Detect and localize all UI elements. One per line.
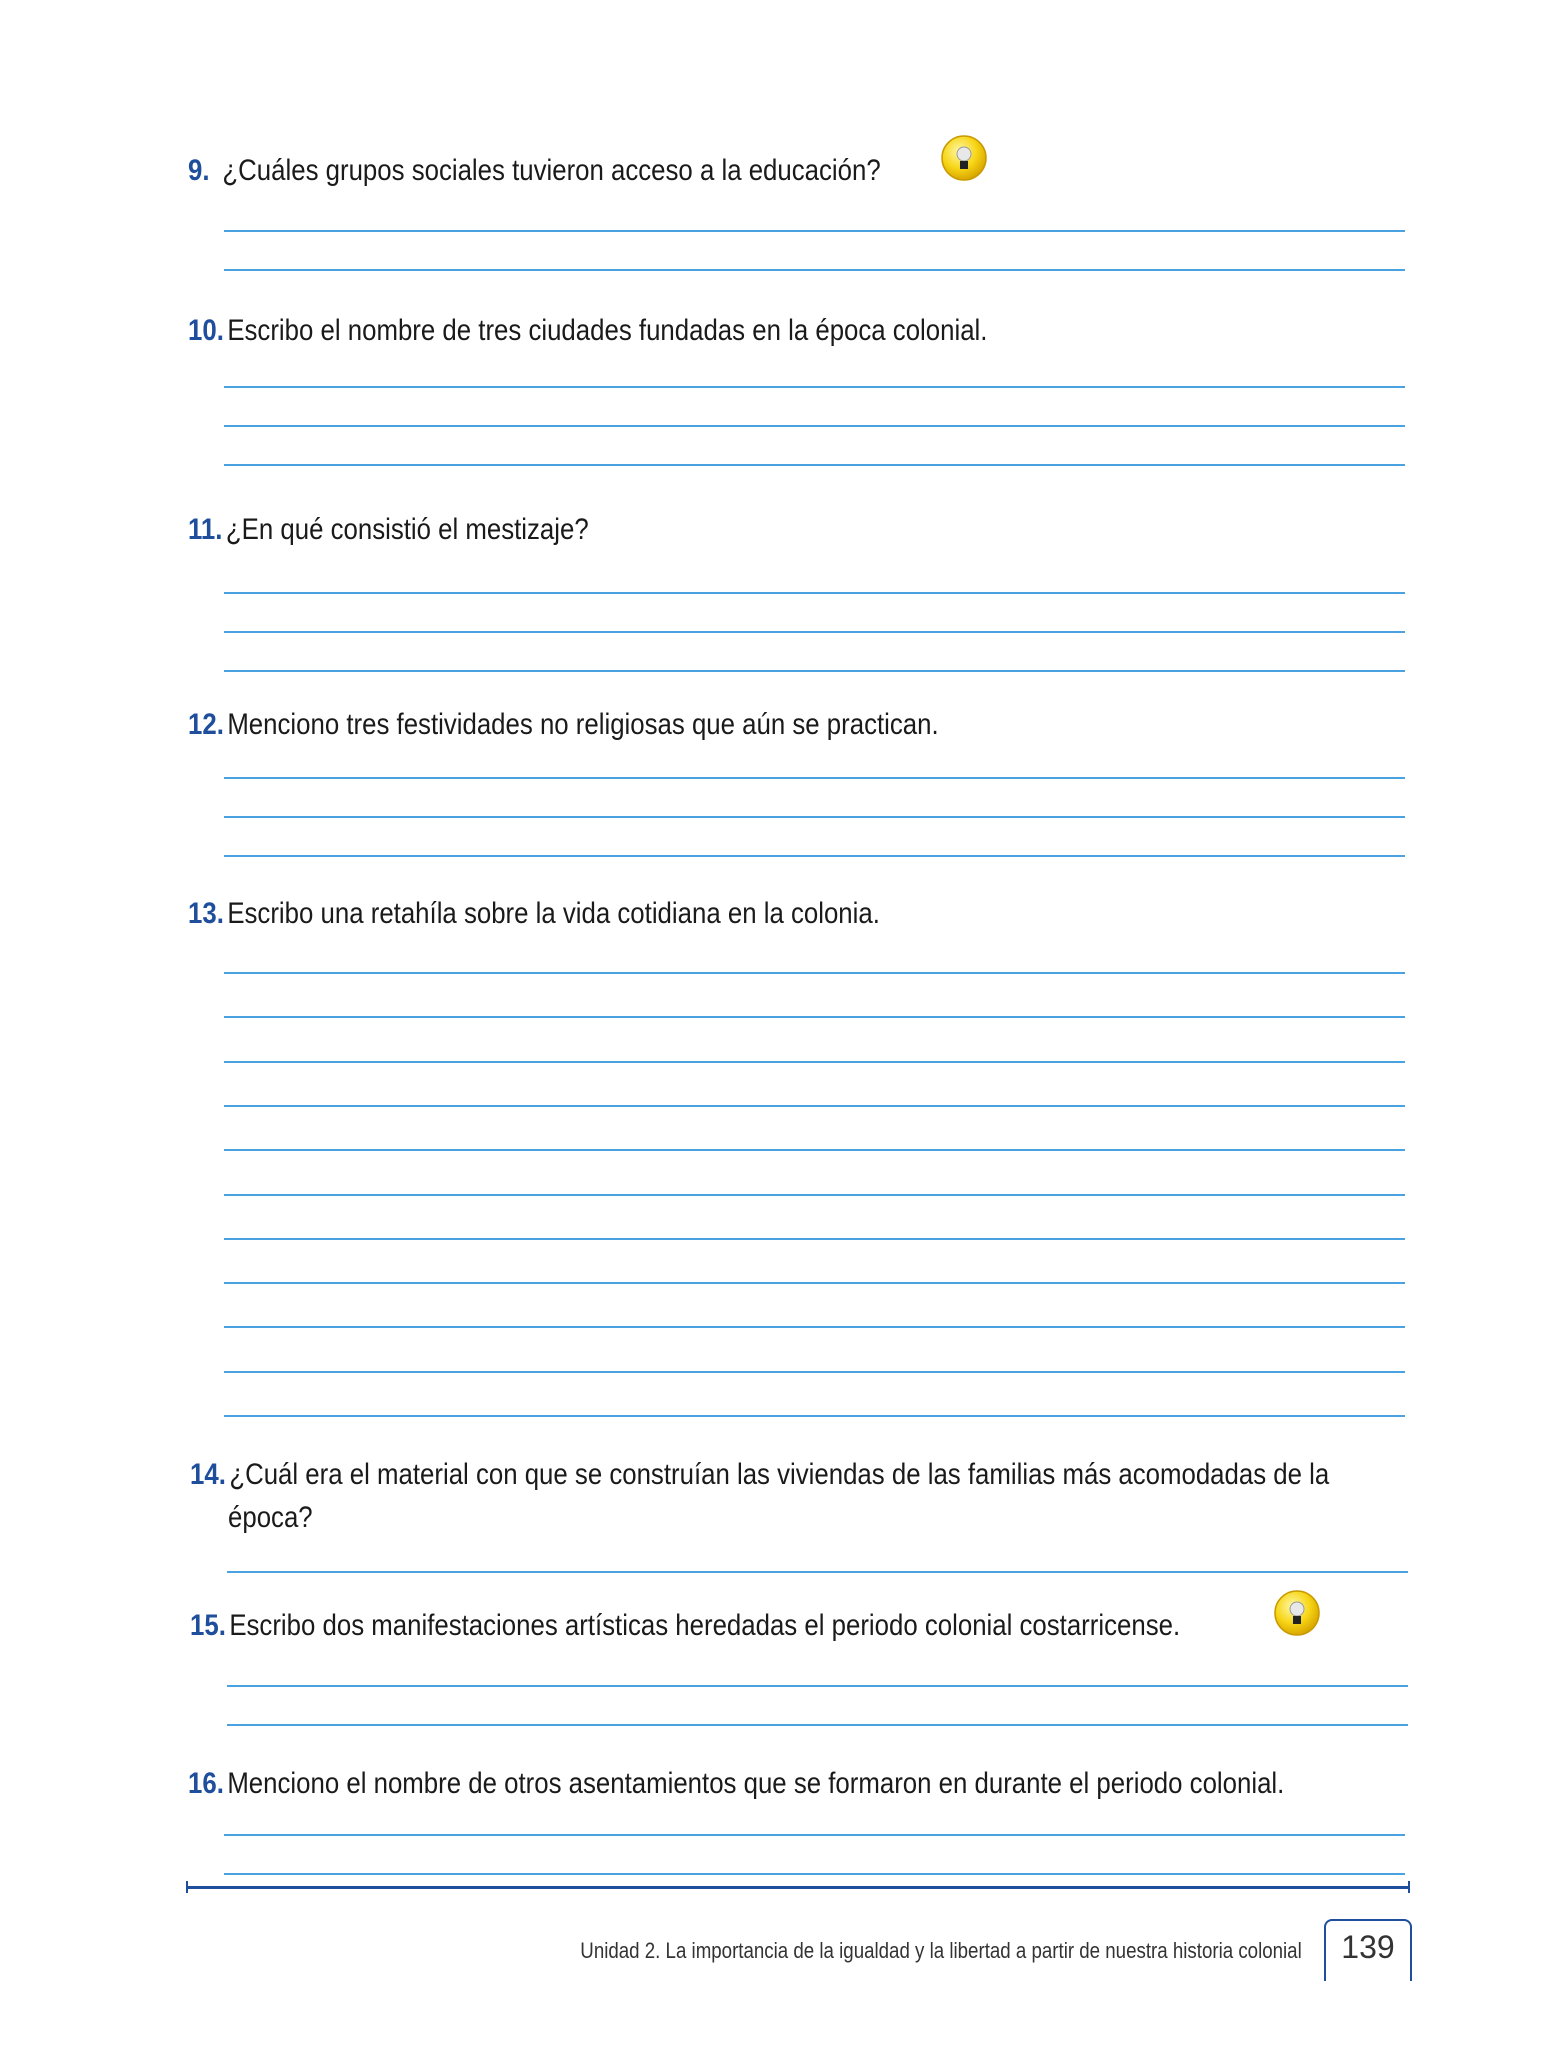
answer-line[interactable] <box>224 230 1405 232</box>
question-13: 13. Escribo una retahíla sobre la vida cotidiana en la colonia. <box>188 897 880 930</box>
rule-tick <box>1408 1881 1410 1893</box>
answer-line[interactable] <box>224 972 1405 974</box>
question-11: 11. ¿En qué consistió el mestizaje? <box>188 513 589 546</box>
answer-line[interactable] <box>224 1873 1405 1875</box>
answer-line[interactable] <box>224 1282 1405 1284</box>
answer-line[interactable] <box>224 269 1405 271</box>
answer-line[interactable] <box>224 386 1405 388</box>
footer-unit-text: Unidad 2. La importancia de la igualdad y la libertad a partir de nuestra historia colonial <box>580 1938 1302 1963</box>
answer-line[interactable] <box>224 1415 1405 1417</box>
question-9: 9. ¿Cuáles grupos sociales tuvieron acceso a la educación? <box>188 154 881 187</box>
answer-line[interactable] <box>224 1194 1405 1196</box>
question-14-continuation: época? <box>228 1501 313 1534</box>
question-14: 14. ¿Cuál era el material con que se construían las viviendas de las familias más acomodadas de la <box>190 1458 1330 1491</box>
answer-line[interactable] <box>224 1016 1405 1018</box>
answer-line[interactable] <box>224 425 1405 427</box>
answer-line[interactable] <box>224 670 1405 672</box>
question-12: 12. Menciono tres festividades no religiosas que aún se practican. <box>188 708 939 741</box>
question-15: 15. Escribo dos manifestaciones artísticas heredadas el periodo colonial costarricense. <box>190 1609 1181 1642</box>
answer-line[interactable] <box>224 1238 1405 1240</box>
question-10: 10. Escribo el nombre de tres ciudades fundadas en la época colonial. <box>188 314 988 347</box>
answer-line[interactable] <box>227 1685 1408 1687</box>
answer-line[interactable] <box>224 592 1405 594</box>
answer-line[interactable] <box>224 816 1405 818</box>
footer-rule <box>186 1886 1410 1889</box>
lightbulb-icon <box>1273 1589 1321 1637</box>
page-number: 139 <box>1324 1919 1412 1981</box>
answer-line[interactable] <box>224 631 1405 633</box>
answer-line[interactable] <box>227 1724 1408 1726</box>
answer-line[interactable] <box>224 777 1405 779</box>
answer-line[interactable] <box>224 1105 1405 1107</box>
answer-line[interactable] <box>224 1061 1405 1063</box>
answer-line[interactable] <box>224 855 1405 857</box>
answer-line[interactable] <box>224 464 1405 466</box>
question-16: 16. Menciono el nombre de otros asentamientos que se formaron en durante el periodo colonial. <box>188 1767 1285 1800</box>
answer-line[interactable] <box>224 1371 1405 1373</box>
answer-line[interactable] <box>227 1571 1408 1573</box>
answer-line[interactable] <box>224 1834 1405 1836</box>
lightbulb-icon <box>940 134 988 182</box>
answer-line[interactable] <box>224 1326 1405 1328</box>
rule-tick <box>186 1881 188 1893</box>
answer-line[interactable] <box>224 1149 1405 1151</box>
